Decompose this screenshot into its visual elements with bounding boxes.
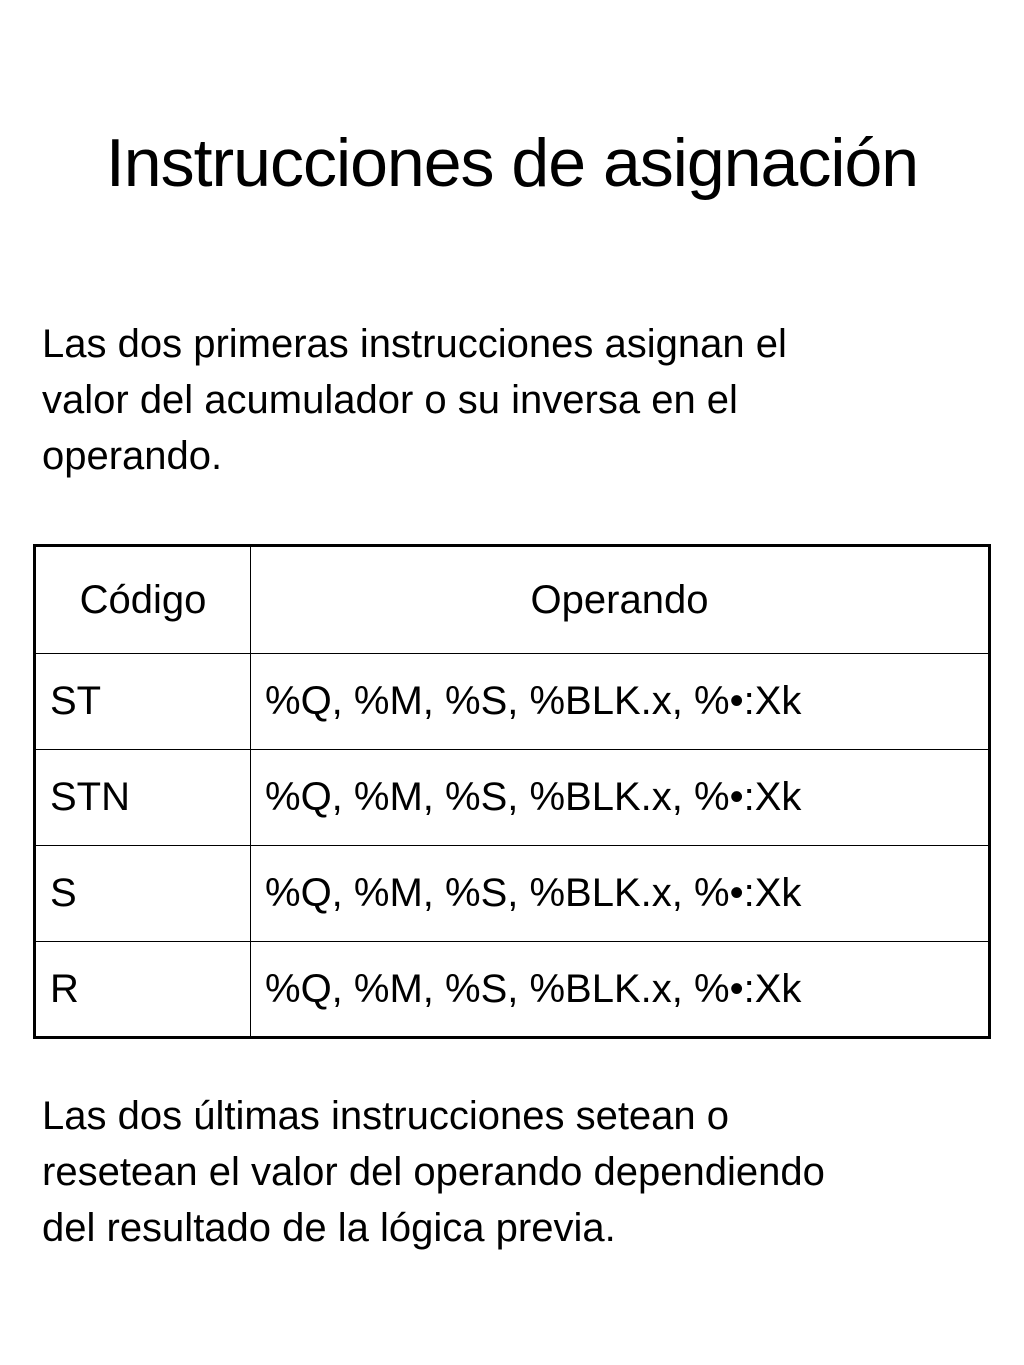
intro-line: Las dos primeras instrucciones asignan el — [42, 322, 787, 366]
page-title: Instrucciones de asignación — [105, 125, 919, 201]
cell-code: S — [35, 846, 251, 942]
cell-code: STN — [35, 750, 251, 846]
header-operando: Operando — [251, 546, 990, 654]
table-row — [35, 942, 990, 1038]
cell-operand: %Q, %M, %S, %BLK.x, %•:Xk — [251, 750, 990, 846]
table-header-row — [35, 546, 990, 654]
instructions-table — [33, 544, 991, 1039]
cell-code: R — [35, 942, 251, 1038]
header-codigo: Código — [35, 546, 251, 654]
cell-operand: %Q, %M, %S, %BLK.x, %•:Xk — [251, 654, 990, 750]
instructions-table-container — [33, 544, 991, 1039]
table-row — [35, 654, 990, 750]
outro-paragraph — [42, 1088, 992, 1256]
outro-line: resetean el valor del operando dependiendo — [42, 1150, 825, 1194]
table-row — [35, 750, 990, 846]
intro-line: operando. — [42, 434, 223, 478]
cell-operand: %Q, %M, %S, %BLK.x, %•:Xk — [251, 846, 990, 942]
cell-code: ST — [35, 654, 251, 750]
outro-line: del resultado de la lógica previa. — [42, 1206, 616, 1250]
table-row — [35, 846, 990, 942]
intro-paragraph — [42, 316, 992, 484]
cell-operand: %Q, %M, %S, %BLK.x, %•:Xk — [251, 942, 990, 1038]
intro-line: valor del acumulador o su inversa en el — [42, 378, 738, 422]
outro-line: Las dos últimas instrucciones setean o — [42, 1094, 730, 1138]
